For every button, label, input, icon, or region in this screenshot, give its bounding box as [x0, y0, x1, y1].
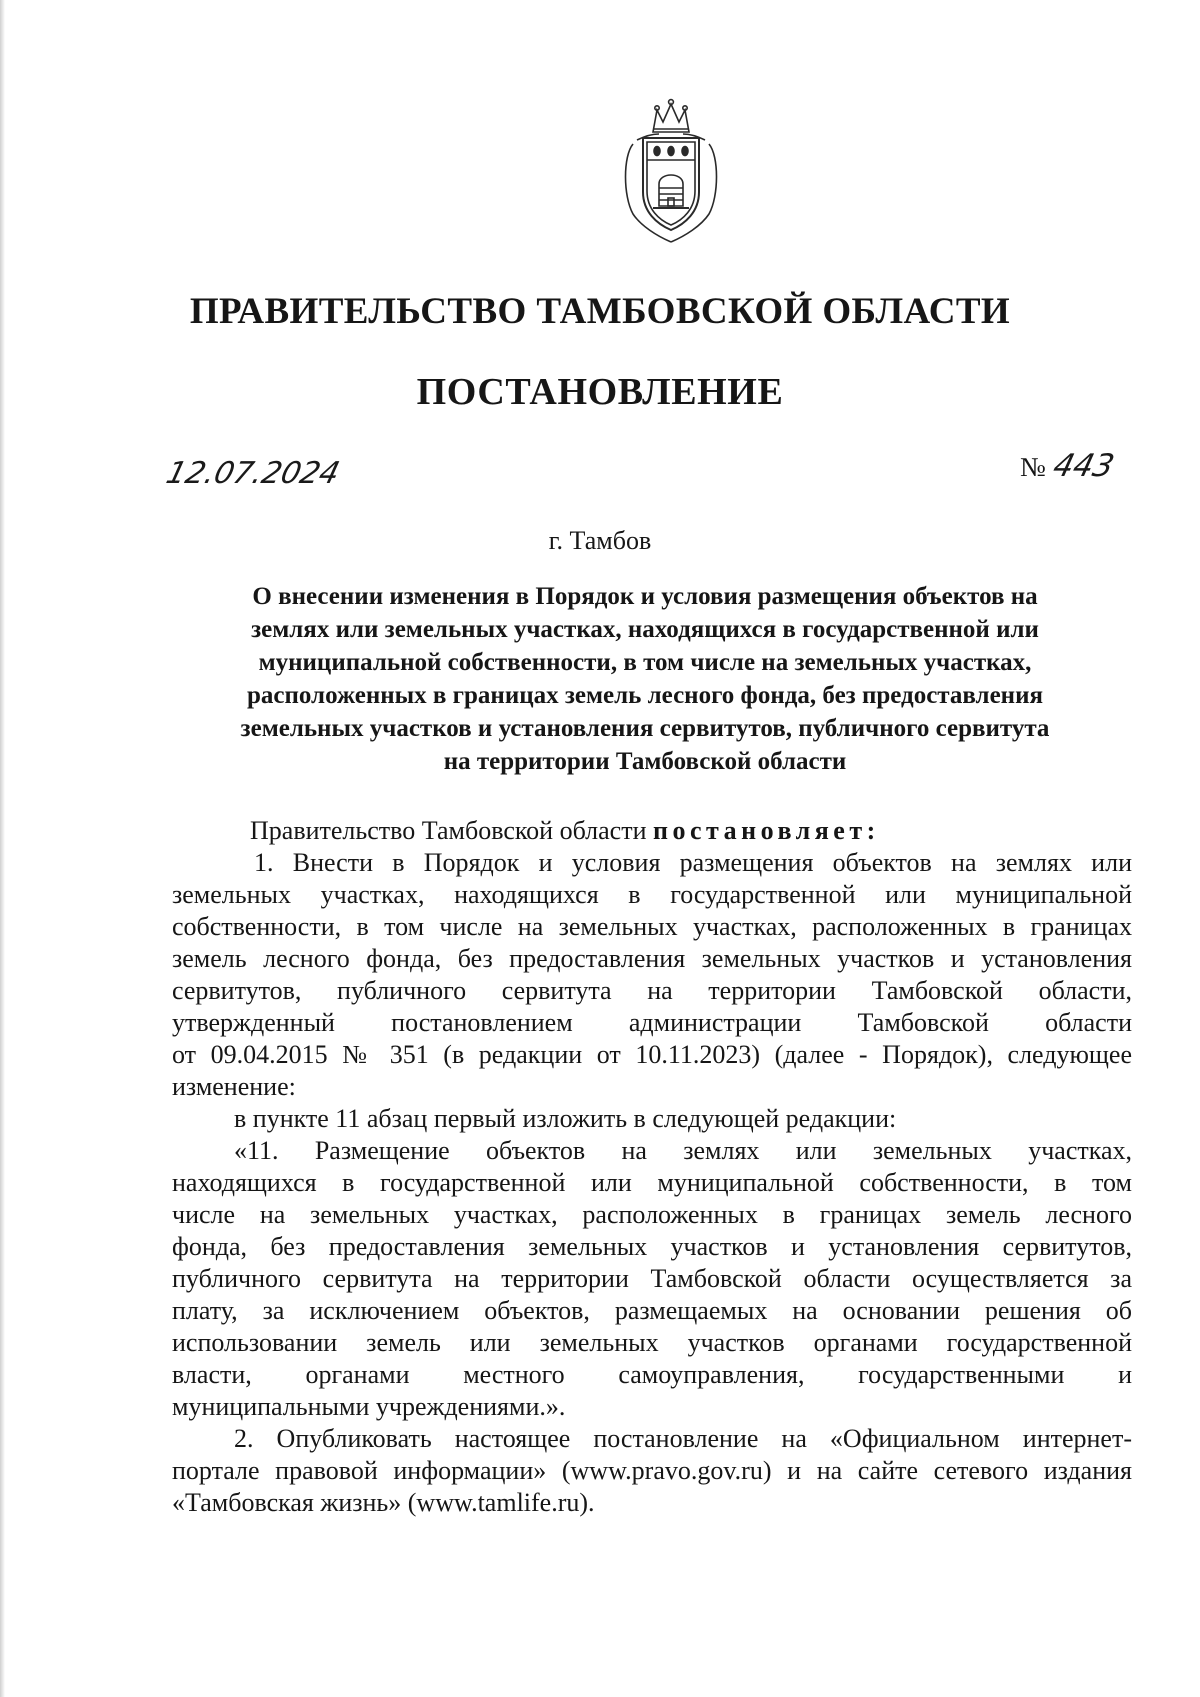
- paragraph-1-subline: в пункте 11 абзац первый изложить в следующей редакции:: [234, 1104, 897, 1133]
- quote-line: использовании земель или земельных участков органами государственной: [172, 1328, 1132, 1357]
- paragraph-2-line: «Тамбовская жизнь» (www.tamlife.ru).: [172, 1488, 595, 1517]
- quote-line: публичного сервитута на территории Тамбовской области осуществляется за: [172, 1264, 1132, 1293]
- subject-line: расположенных в границах земель лесного фонда, без предоставления: [246, 682, 1044, 709]
- quote-line: муниципальными учреждениями.».: [172, 1392, 566, 1421]
- handwritten-number: 443: [1049, 448, 1118, 484]
- document-type-title: ПОСТАНОВЛЕНИЕ: [416, 371, 784, 413]
- number-sign: №: [1020, 452, 1046, 482]
- paragraph-1-line: сервитутов, публичного сервитута на территории Тамбовской области,: [172, 976, 1132, 1005]
- quote-line: числе на земельных участках, расположенных в границах земель лесного: [172, 1200, 1132, 1229]
- paragraph-1-line: от 09.04.2015 № 351 (в редакции от 10.11.2023) (далее - Порядок), следующее: [172, 1040, 1132, 1069]
- paragraph-1-line: утвержденный постановлением администрации Тамбовской области: [172, 1008, 1132, 1037]
- document-body: [172, 815, 1132, 1519]
- quote-line: находящихся в государственной или муниципальной собственности, в том: [172, 1168, 1132, 1197]
- decree-word: постановляет:: [653, 816, 880, 845]
- paragraph-1-line: 1. Внести в Порядок и условия размещения объектов на землях или: [254, 848, 1132, 877]
- paragraph-1-line: собственности, в том числе на земельных участках, расположенных в границах: [172, 912, 1132, 941]
- city-line: г. Тамбов: [548, 526, 652, 555]
- paragraph-1-line: земель лесного фонда, без предоставления земельных участков и установления: [172, 944, 1132, 973]
- subject-line: О внесении изменения в Порядок и условия размещения объектов на: [252, 583, 1038, 610]
- subject-line: муниципальной собственности, в том числе на земельных участках,: [258, 649, 1032, 676]
- document-number: [1020, 448, 1118, 484]
- scan-edge-shadow: [0, 0, 5, 1697]
- subject-heading: [170, 580, 1120, 778]
- quote-line: плату, за исключением объектов, размещаемых на основании решения об: [172, 1296, 1132, 1325]
- quote-line: фонда, без предоставления земельных участков и установления сервитутов,: [172, 1232, 1132, 1261]
- handwritten-date: 12.07.2024: [162, 456, 344, 491]
- subject-line: землях или земельных участках, находящихся в государственной или: [251, 616, 1039, 643]
- paragraph-1-line: земельных участках, находящихся в государственной или муниципальной: [172, 880, 1132, 909]
- quote-line: «11. Размещение объектов на землях или земельных участках,: [234, 1136, 1132, 1165]
- subject-line: на территории Тамбовской области: [443, 748, 847, 775]
- subject-line: земельных участков и установления сервитутов, публичного сервитута: [240, 715, 1050, 742]
- preamble-text: Правительство Тамбовской области: [250, 816, 647, 845]
- government-title: ПРАВИТЕЛЬСТВО ТАМБОВСКОЙ ОБЛАСТИ: [189, 291, 1011, 332]
- preamble-line: [172, 815, 1132, 847]
- paragraph-2-line: 2. Опубликовать настоящее постановление на «Официальном интернет-: [234, 1424, 1132, 1453]
- paragraph-1-line: изменение:: [172, 1072, 296, 1101]
- paragraph-2-line: портале правовой информации» (www.pravo.gov.ru) и на сайте сетевого издания: [172, 1456, 1132, 1485]
- quote-line: власти, органами местного самоуправления, государственными и: [172, 1360, 1132, 1389]
- coat-of-arms-icon: [619, 96, 723, 246]
